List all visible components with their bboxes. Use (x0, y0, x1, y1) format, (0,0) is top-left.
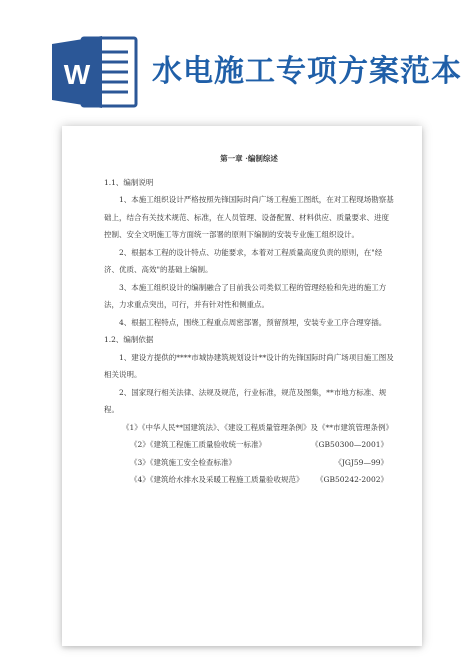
standard-code: 《JGJ59—99》 (334, 457, 388, 467)
standard-name: 《建筑工程施工质量验收统一标准》 (149, 440, 267, 449)
basis-item-1: 1、建设方提供的****市城协建筑规划设计**设计的先锋国际时尚广场项目施工图及相关说明。 (104, 352, 394, 379)
section-heading-2: 1.2、编制依据 (104, 335, 154, 344)
word-document-icon (52, 34, 140, 110)
document-body (104, 150, 394, 489)
law-item-1: 《1》《中华人民**国建筑法》、《建设工程质量管理条例》及《**市建筑管理条例》 (122, 422, 394, 432)
word-icon-letter: W (63, 59, 91, 90)
standard-code: 《GB50242-2002》 (316, 475, 388, 484)
standard-name: 《建筑给水排水及采暖工程施工质量验收规范》 (149, 475, 304, 484)
banner (0, 0, 474, 118)
paragraph-3: 3、本施工组织设计的编制融合了目前我公司类似工程的管理经验和先进的施工方法，力求重点突出，可行，并有针对性和侧重点。 (104, 282, 387, 309)
standard-number: 《4》 (130, 475, 150, 484)
standard-row (104, 454, 394, 472)
standard-row (104, 436, 394, 454)
paragraph-4: 4、根据工程特点，围绕工程重点周密部署，预留预埋，安装专业工序合理穿插。 (119, 317, 387, 327)
standard-name: 《建筑施工安全检查标准》 (149, 457, 237, 467)
basis-item-2: 2、国家现行相关法律、法规及规范，行业标准，规范及图集，**市地方标准、规程。 (104, 387, 387, 414)
section-heading-1: 1.1、编制说明 (104, 177, 154, 187)
banner-title: 水电施工专项方案范本 (152, 54, 462, 89)
standard-row (104, 471, 394, 489)
standard-number: 《3》 (130, 457, 150, 467)
standard-number: 《2》 (130, 440, 150, 449)
chapter-title: 第一章 ·编制综述 (220, 154, 278, 163)
standard-code: 《GB50300—2001》 (311, 440, 388, 449)
paragraph-2: 2、根据本工程的设计特点、功能要求，本着对工程质量高度负责的原则，在"经济、优质、高效"的基础上编制。 (104, 247, 383, 274)
paragraph-1: 1、本施工组织设计严格按照先锋国际时尚广场工程施工图纸，在对工程现场勘察基础上，结合有关技术规范、标准，在人员管理、设备配置、材料供应、质量要求、进度控制、安全文明施工等方面统一部署的原则下编制的安装专业施工组织设计。 (104, 195, 394, 239)
